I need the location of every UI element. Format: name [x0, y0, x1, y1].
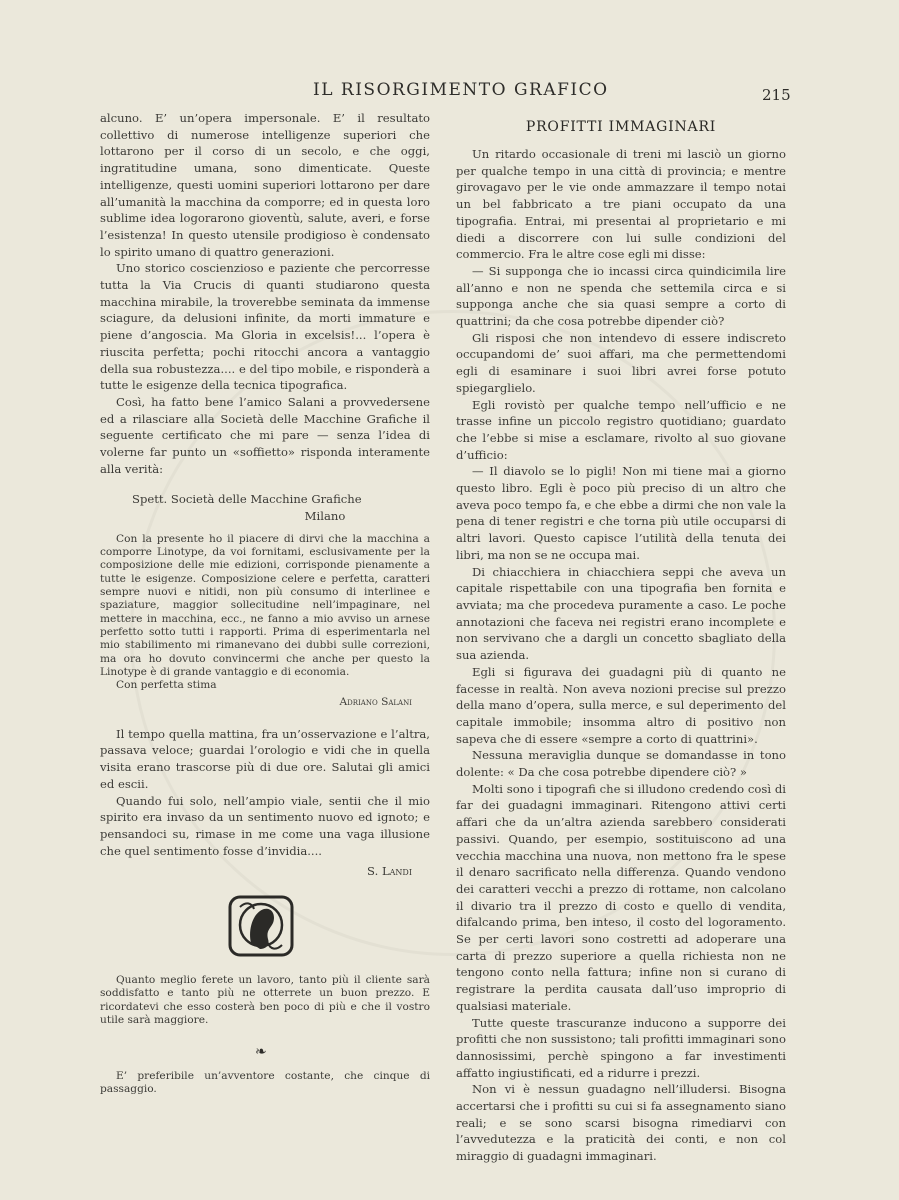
paragraph: Così, ha fatto bene l’amico Salani a provvedersene ed a rilasciare alla Società delle Macchine Grafiche il seguente certificato che mi pare — senza l’idea di volerne far punto un «soffietto» risponda interamente alla verità: — [100, 394, 430, 476]
letter-city: Milano — [304, 509, 346, 524]
article-title: PROFITTI IMMAGINARI — [525, 119, 717, 135]
paragraph: Un ritardo occasionale di treni mi lasciò un giorno per qualche tempo in una città di provincia; e mentre girovagavo per le vie onde ammazzare il tempo notai un bel fabbricato a tre piani occupato da una tipografia. Entrai, mi presentai al proprietario e mi diedi a discorrere con lui sulle condizioni del commercio. Fra le altre cose egli mi disse: — [456, 147, 786, 262]
maxims-2 — [100, 1070, 430, 1097]
letter-signature: Adriano Salani — [339, 696, 412, 709]
paragraph: Gli risposi che non intendevo di essere indiscreto occupandomi de’ suoi affari, ma che permettendomi egli di esaminare i suoi libri avrei forse potuto spiegarglielo. — [456, 330, 786, 395]
paragraph: Tutte queste trascuranze inducono a supporre dei profitti che non sussistono; tali profitti immaginari sono dannosissimi, perchè spingono a far investimenti affatto ingiustificati, ed a ridurre i prezzi. — [456, 1015, 786, 1080]
letter-address: Spett. Società delle Macchine Grafiche — [132, 492, 362, 507]
article-author: S. Landi — [367, 864, 412, 879]
certificate-letter — [100, 491, 430, 709]
right-column — [456, 110, 786, 1165]
maxims — [100, 974, 430, 1027]
maxim: E’ preferibile un’avventore costante, che cinque di passaggio. — [100, 1070, 430, 1096]
maxim: Quanto meglio ferete un lavoro, tanto più il cliente sarà soddisfatto e tanto più ne otterrete un buon prezzo. E ricordatevi che esso costerà ben poco di più e che il vostro utile sarà maggiore. — [100, 974, 430, 1026]
page-number: 215 — [762, 86, 791, 104]
paragraph: alcuno. E’ un’opera impersonale. E’ il resultato collettivo di numerose intelligenze superiori che lottarono per il corso di un secolo, e che oggi, ingratitudine umana, sono dimenticate. Queste intelligenze, questi uomini superiori lottarono per dare all’umanità la macchina da comporre; ed in questa loro sublime idea logorarono gioventù, salute, averi, e forse l’esistenza! In questo utensile prodigioso è condensato lo spirito umano di quattro generazioni. — [100, 111, 430, 259]
left-column — [100, 110, 430, 880]
paragraph: Uno storico coscienzioso e paziente che percorresse tutta la Via Crucis di quanti studiarono questa macchina mirabile, la troverebbe seminata da immense sciagure, da delusioni infinite, da morti immature e piene d’angoscia. Ma Gloria in excelsis!... l’opera è riuscita perfetta; pochi ritocchi ancora a vantaggio della sua robustezza.... e del tipo mobile, e risponderà a tutte le esigenze della tecnica tipografica. — [100, 261, 430, 393]
letter-closing: Con perfetta stima — [116, 679, 217, 692]
paragraph: Nessuna meraviglia dunque se domandasse in tono dolente: « Da che cosa potrebbe dipendere ciò? » — [456, 748, 786, 780]
paragraph: — Il diavolo se lo pigli! Non mi tiene mai a giorno questo libro. Egli è poco più preciso di un altro che aveva poco tempo fa, e che ebbe a dirmi che non vale la pena di tener registri e che torna più utile occuparsi di altri lavori. Questo capisce l’utilità della tenuta dei libri, ma non se ne occupa mai. — [456, 464, 786, 562]
paragraph: Di chiacchiera in chiacchiera seppi che aveva un capitale rispettabile con una tipografia ben fornita e avviata; ma che procedeva puramente a caso. Le poche annotazioni che faceva nei registri erano incomplete e non servivano che a dargli un concetto sbagliato della sua azienda. — [456, 564, 786, 663]
paragraph: — Si supponga che io incassi circa quindicimila lire all’anno e non ne spenda che settemila circa e si supponga anche che sia quasi sempre a corto di quattrini; da che cosa potrebbe dipender ciò? — [456, 263, 786, 329]
paragraph: Egli rovistò per qualche tempo nell’ufficio e ne trasse infine un piccolo registro quotidiano; guardato che l’ebbe si mise a esclamare, rivolto al suo giovane d’ufficio: — [456, 397, 786, 462]
paragraph: Quando fui solo, nell’ampio viale, sentii che il mio spirito era invaso da un sentimento nuovo ed ignoto; e pensandoci su, rimase in me come una vaga illusione che quel sentimento fosse d’invidia.... — [100, 793, 430, 858]
paragraph: Molti sono i tipografi che si illudono credendo così di far dei guadagni immaginari. Ritengono attivi certi affari che da un’altra azienda sarebbero considerati passivi. Quando, per esempio, sostituiscono ad una vecchia macchina una nuova, non mettono fra le spese il denaro sacrificato nella differenza. Quando vendono dei caratteri vecchi a prezzo di rottame, non calcolano il divario tra il prezzo di costo e quello di vendita, difalcando prima, ben inteso, il costo del logoramento. Se per certi lavori sono costretti ad adoperare una carta di prezzo superiore a quella richiesta non ne tengono conto nella fattura; infine non si curano di registrare la perdita causata dall’uso improprio di qualsiasi materiale. — [456, 781, 786, 1013]
paragraph: Egli si figurava dei guadagni più di quanto ne facesse in realtà. Non aveva nozioni precise sul prezzo della mano d’opera, sulla merce, e sul deperimento del capitale immobile; insomma altro di positivo non sapeva che di essere «sempre a corto di quattrini». — [456, 664, 786, 746]
running-head: IL RISORGIMENTO GRAFICO — [313, 80, 609, 100]
paragraph: Non vi è nessun guadagno nell’illudersi. Bisogna accertarsi che i profitti su cui si fa assegnamento siano reali; e se sono scarsi bisogna rimediarvi con l’avvedutezza e la praticità dei conti, e non col miraggio di guadagni immaginari. — [456, 1082, 786, 1164]
paragraph: Il tempo quella mattina, fra un’osservazione e l’altra, passava veloce; guardai l’orologio e vidi che in quella visita erano trascorse più di due ore. Salutai gli amici ed escii. — [100, 726, 430, 791]
fleuron-icon: ❧ — [255, 1044, 267, 1060]
woman-portrait-vignette-icon — [226, 893, 296, 959]
letter-body: Con la presente ho il piacere di dirvi che la macchina a comporre Linotype, da voi fornitami, esclusivamente per la composizione delle mie edizioni, corrisponde pienamente a tutte le esigenze. Composizione celere e perfetta, caratteri sempre nuovi e nitidi, non più consumo di interlinee e spaziature, maggior sollecitudine nell’impaginare, nel mettere in macchina, ecc., ne fanno a mio avviso un arnese perfetto sotto tutti i rapporti. Prima di esperimentarla nel mio stabilimento mi rimanevano dei dubbi sulle correzioni, ma ora ho dovuto convincermi che anche per questo la Linotype è di grande vantaggio e di economia. — [100, 532, 430, 678]
